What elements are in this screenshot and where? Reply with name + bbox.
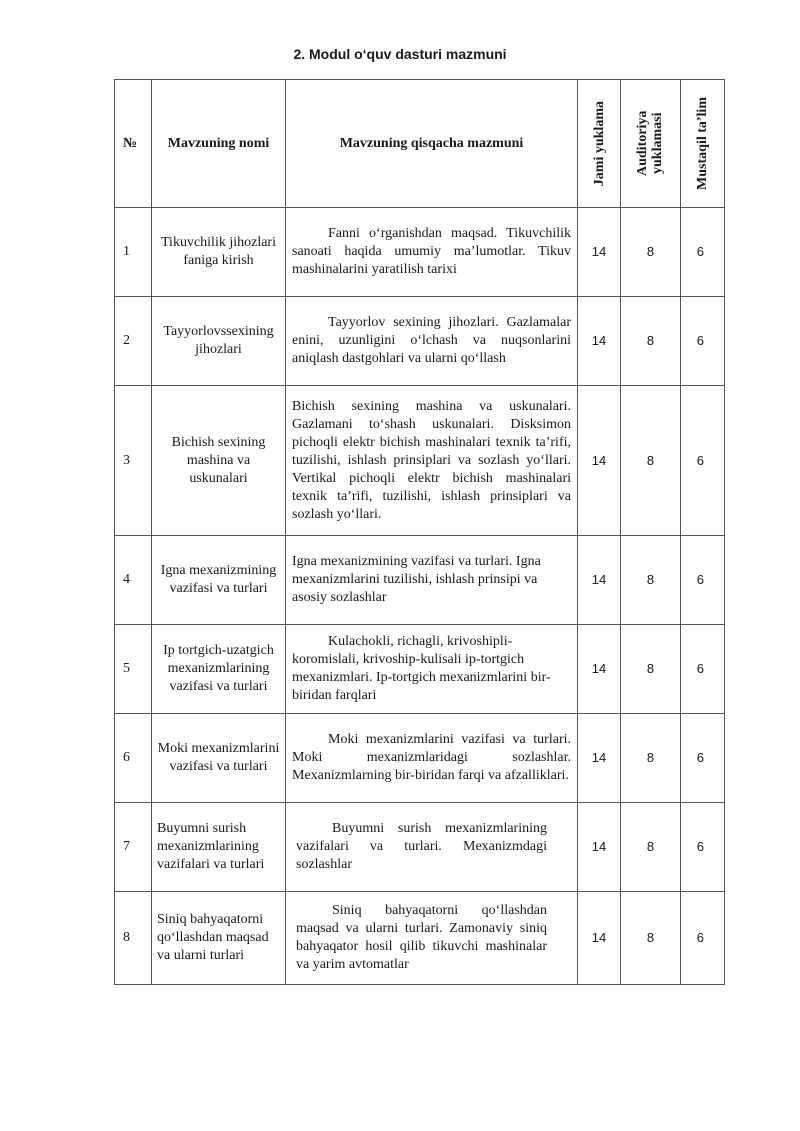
topic-name: Siniq bahyaqatorni qo‘llashdan maqsad va ularni turlari: [152, 892, 286, 985]
header-auditory-load: [621, 80, 681, 208]
table-row: [115, 714, 725, 803]
row-number: 2: [115, 297, 152, 386]
topic-content: Igna mexanizmining vazifasi va turlari. Igna mexanizmlarini tuzilishi, ishlash prinsipi va asosiy sozlashlar: [286, 536, 578, 625]
independent-study: 6: [681, 386, 725, 536]
table-row: [115, 536, 725, 625]
total-load: 14: [578, 625, 621, 714]
row-number: 4: [115, 536, 152, 625]
topic-content-text: Buyumni surish mexanizmlarining vazifalari va turlari. Mexanizmdagi sozlashlar: [296, 821, 547, 872]
independent-study: 6: [681, 625, 725, 714]
table-row: [115, 297, 725, 386]
total-load: 14: [578, 892, 621, 985]
independent-study: 6: [681, 297, 725, 386]
row-number: 8: [115, 892, 152, 985]
independent-study: 6: [681, 803, 725, 892]
auditory-load: 8: [621, 803, 681, 892]
header-topic-content: Mavzuning qisqacha mazmuni: [286, 80, 578, 208]
topic-content-text: Moki mexanizmlarini vazifasi va turlari. Moki mexanizmlaridagi sozlashlar. Mexanizmlarning bir-biridan farqi va afzalliklari.: [292, 732, 571, 783]
header-total-load-label: Jami yuklama: [591, 100, 607, 187]
table-row: [115, 892, 725, 985]
header-topic-name: Mavzuning nomi: [152, 80, 286, 208]
total-load: 14: [578, 536, 621, 625]
total-load: 14: [578, 297, 621, 386]
topic-content: [286, 714, 578, 803]
topic-content-text: Kulachokli, richagli, krivoshipli-koromislali, krivoship-kulisali ip-tortgich mexanizmlari. Ip-tortgich mexanizmlarini bir-biridan farqlari: [292, 634, 551, 703]
row-number: 7: [115, 803, 152, 892]
topic-name: Tayyorlovssexining jihozlari: [152, 297, 286, 386]
topic-content: Bichish sexining mashina va uskunalari. Gazlamani to‘shash uskunalari. Disksimon pichoqli elektr bichish mashinalari texnik ta’rifi, tuzilishi, ishlash prinsiplari va sozlash yo‘llari. Vertikal pichoqli elektr bichish mashinalari texnik ta’rifi, tuzilishi, ishlash prinsiplari va sozlash yo‘llari.: [286, 386, 578, 536]
total-load: 14: [578, 803, 621, 892]
auditory-load: 8: [621, 625, 681, 714]
curriculum-table: [114, 79, 725, 985]
header-independent-study-label: Mustaqil ta’lim: [695, 97, 710, 190]
total-load: 14: [578, 208, 621, 297]
independent-study: 6: [681, 536, 725, 625]
auditory-load: 8: [621, 208, 681, 297]
header-auditory-load-label: Auditoriya yuklamasi: [634, 110, 665, 177]
topic-content: [286, 297, 578, 386]
row-number: 6: [115, 714, 152, 803]
header-independent-study: [681, 80, 725, 208]
table-row: [115, 386, 725, 536]
topic-content: [286, 803, 578, 892]
independent-study: 6: [681, 714, 725, 803]
topic-content: [286, 625, 578, 714]
topic-content: [286, 892, 578, 985]
topic-content-text: Siniq bahyaqatorni qo‘llashdan maqsad va ularni turlari. Zamonaviy siniq bahyaqator hosil qilib tikuvchi mashinalar va yarim avtomatlar: [296, 903, 547, 972]
section-title: 2. Modul o‘quv dasturi mazmuni: [293, 46, 507, 62]
topic-name: Buyumni surish mexanizmlarining vazifalari va turlari: [152, 803, 286, 892]
row-number: 1: [115, 208, 152, 297]
auditory-load: 8: [621, 714, 681, 803]
header-number: №: [115, 80, 152, 208]
topic-content: [286, 208, 578, 297]
auditory-load: 8: [621, 386, 681, 536]
total-load: 14: [578, 714, 621, 803]
independent-study: 6: [681, 208, 725, 297]
topic-name: Bichish sexining mashina va uskunalari: [152, 386, 286, 536]
topic-name: Moki mexanizmlarini vazifasi va turlari: [152, 714, 286, 803]
auditory-load: 8: [621, 297, 681, 386]
row-number: 5: [115, 625, 152, 714]
row-number: 3: [115, 386, 152, 536]
topic-name: Ip tortgich-uzatgich mexanizmlarining vazifasi va turlari: [152, 625, 286, 714]
independent-study: 6: [681, 892, 725, 985]
table-row: [115, 625, 725, 714]
table-row: [115, 803, 725, 892]
total-load: 14: [578, 386, 621, 536]
table-row: [115, 208, 725, 297]
auditory-load: 8: [621, 892, 681, 985]
topic-content-text: Fanni o‘rganishdan maqsad. Tikuvchilik sanoati haqida umumiy ma’lumotlar. Tikuv mashinalarini yaratilish tarixi: [292, 226, 571, 277]
header-total-load: [578, 80, 621, 208]
auditory-load: 8: [621, 536, 681, 625]
topic-name: Igna mexanizmining vazifasi va turlari: [152, 536, 286, 625]
table-header-row: [115, 80, 725, 208]
topic-content-text: Tayyorlov sexining jihozlari. Gazlamalar enini, uzunligini o‘lchash va nuqsonlarini aniqlash dastgohlari va ularni qo‘llash: [292, 315, 571, 366]
topic-name: Tikuvchilik jihozlari faniga kirish: [152, 208, 286, 297]
